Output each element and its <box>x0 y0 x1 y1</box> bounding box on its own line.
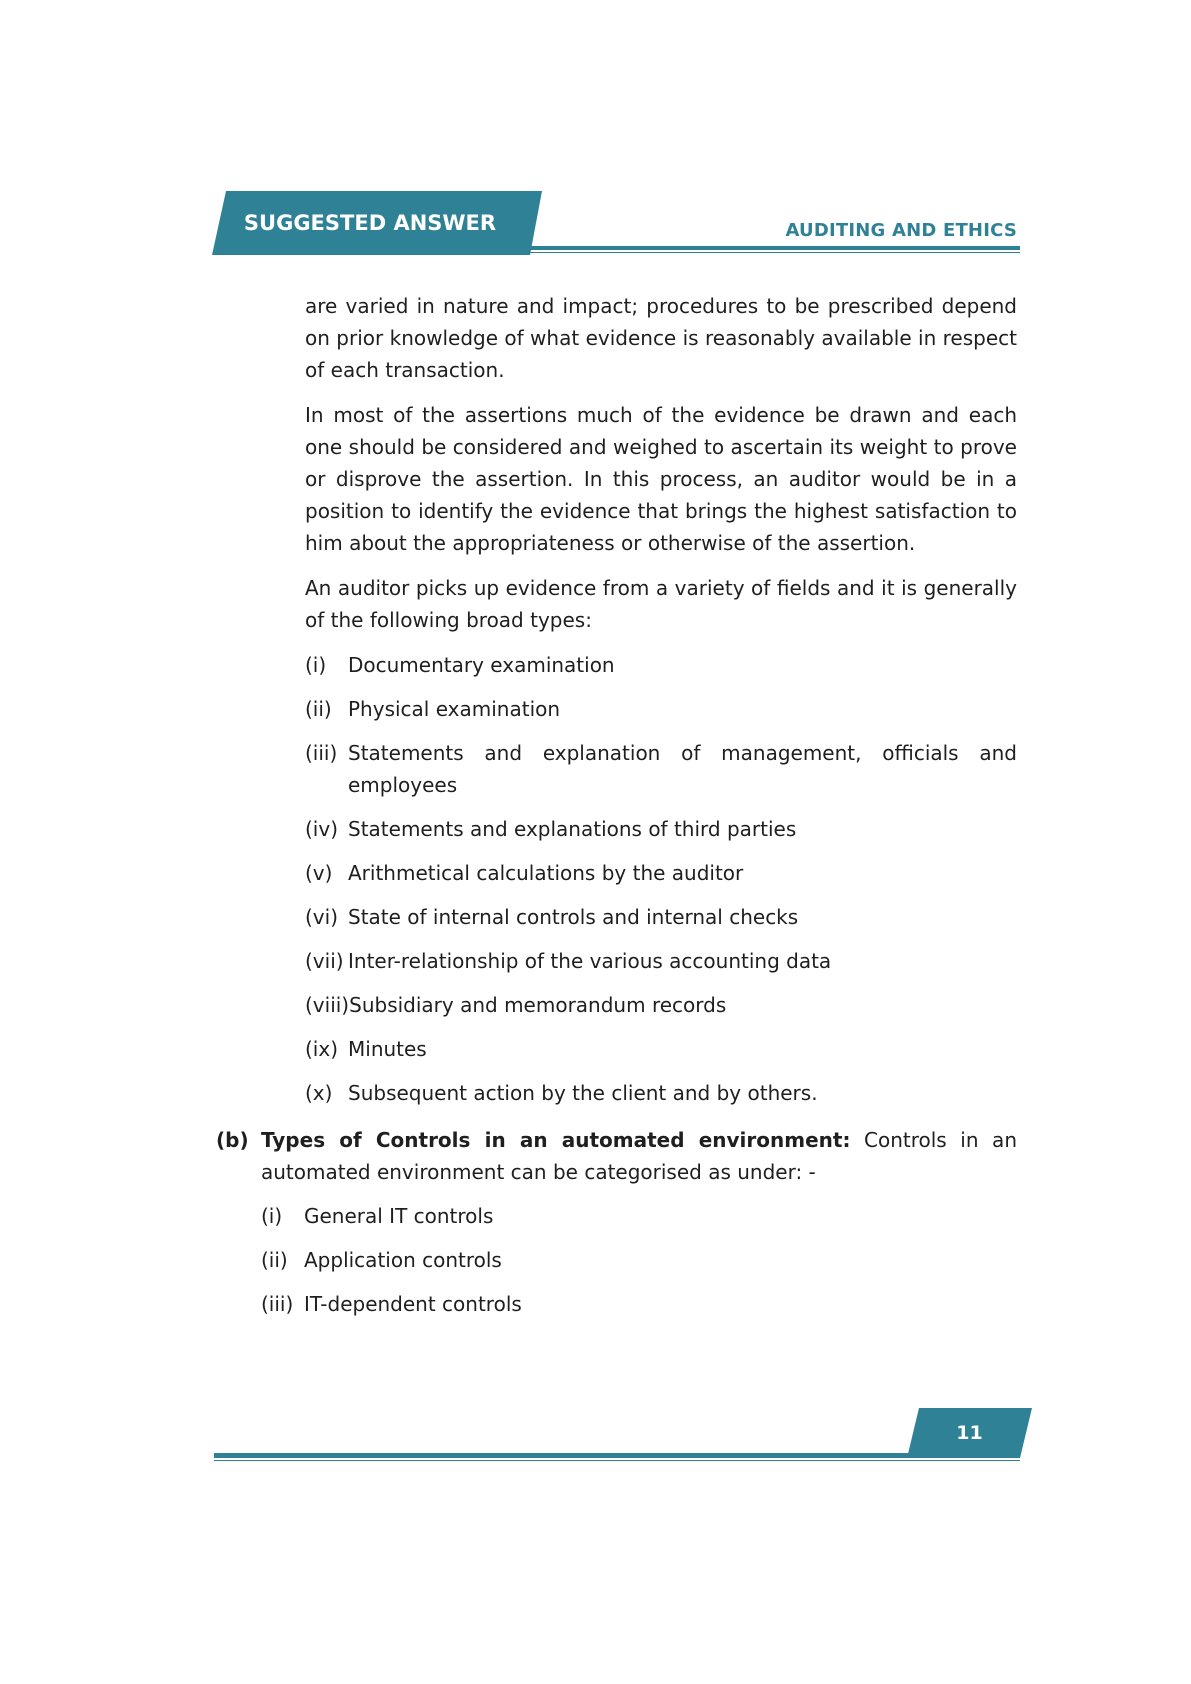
list-item-number: (vii) <box>305 949 344 973</box>
footer-rule-thin <box>214 1460 1020 1461</box>
page-number: 11 <box>956 1422 983 1444</box>
part-b-title: Types of Controls in an automated environment: <box>261 1128 851 1152</box>
list-item-text: Minutes <box>348 1037 427 1061</box>
list-item-text: General IT controls <box>304 1204 494 1228</box>
list-item-number: (iii) <box>305 741 338 765</box>
list-item-number: (i) <box>261 1204 283 1228</box>
list-item-number: (ix) <box>305 1037 338 1061</box>
list-item <box>305 737 1017 801</box>
header-rule <box>526 246 1020 250</box>
part-b-section <box>216 1124 1017 1332</box>
part-b-label: (b) <box>216 1128 249 1152</box>
list-item <box>305 945 1017 977</box>
list-item-number: (iv) <box>305 817 338 841</box>
footer-rule <box>214 1453 1020 1458</box>
list-item-number: (iii) <box>261 1292 294 1316</box>
list-item-text: Documentary examination <box>348 653 615 677</box>
part-b-text: Controls in an automated environment can be categorised as under: - <box>261 1128 1017 1184</box>
list-item-text: Statements and explanations of third parties <box>348 817 797 841</box>
list-item-number: (v) <box>305 861 333 885</box>
list-item-text: Statements and explanation of management, officials and employees <box>348 741 1017 797</box>
list-item-text: Subsidiary and memorandum records <box>349 993 727 1017</box>
paragraph: In most of the assertions much of the evidence be drawn and each one should be considered and weighed to ascertain its weight to prove or disprove the assertion. In this process, an auditor would be in a position to identify the evidence that brings the highest satisfaction to him about the appropriateness or otherwise of the assertion. <box>305 403 1017 555</box>
list-item <box>305 901 1017 933</box>
list-item <box>261 1244 1017 1276</box>
subject-title: AUDITING AND ETHICS <box>785 220 1017 241</box>
list-item-number: (i) <box>305 653 327 677</box>
part-b-paragraph <box>261 1124 1017 1188</box>
list-item-text: Arithmetical calculations by the auditor <box>348 861 744 885</box>
list-item-number: (ii) <box>261 1248 288 1272</box>
list-item-number: (viii) <box>305 993 350 1017</box>
header-rule-thin <box>526 252 1020 253</box>
list-item <box>261 1288 1017 1320</box>
list-item-text: IT-dependent controls <box>304 1292 522 1316</box>
answer-body <box>305 290 1017 1121</box>
evidence-types-list <box>305 649 1017 1109</box>
list-item <box>305 1033 1017 1065</box>
list-item-number: (x) <box>305 1081 333 1105</box>
list-item-text: Application controls <box>304 1248 502 1272</box>
list-item-number: (vi) <box>305 905 338 929</box>
list-item <box>305 857 1017 889</box>
list-item-number: (ii) <box>305 697 332 721</box>
list-item <box>305 1077 1017 1109</box>
paragraph: An auditor picks up evidence from a variety of fields and it is generally of the following broad types: <box>305 576 1017 632</box>
controls-list <box>261 1200 1017 1320</box>
list-item <box>305 693 1017 725</box>
list-item <box>305 813 1017 845</box>
list-item-text: Subsequent action by the client and by others. <box>348 1081 818 1105</box>
paragraph: are varied in nature and impact; procedures to be prescribed depend on prior knowledge of what evidence is reasonably available in respect of each transaction. <box>305 294 1017 382</box>
list-item-text: Physical examination <box>348 697 561 721</box>
list-item <box>305 989 1017 1021</box>
list-item-text: State of internal controls and internal checks <box>348 905 799 929</box>
list-item <box>261 1200 1017 1232</box>
header-tab-label: SUGGESTED ANSWER <box>243 211 497 235</box>
list-item <box>305 649 1017 681</box>
list-item-text: Inter-relationship of the various accounting data <box>348 949 832 973</box>
